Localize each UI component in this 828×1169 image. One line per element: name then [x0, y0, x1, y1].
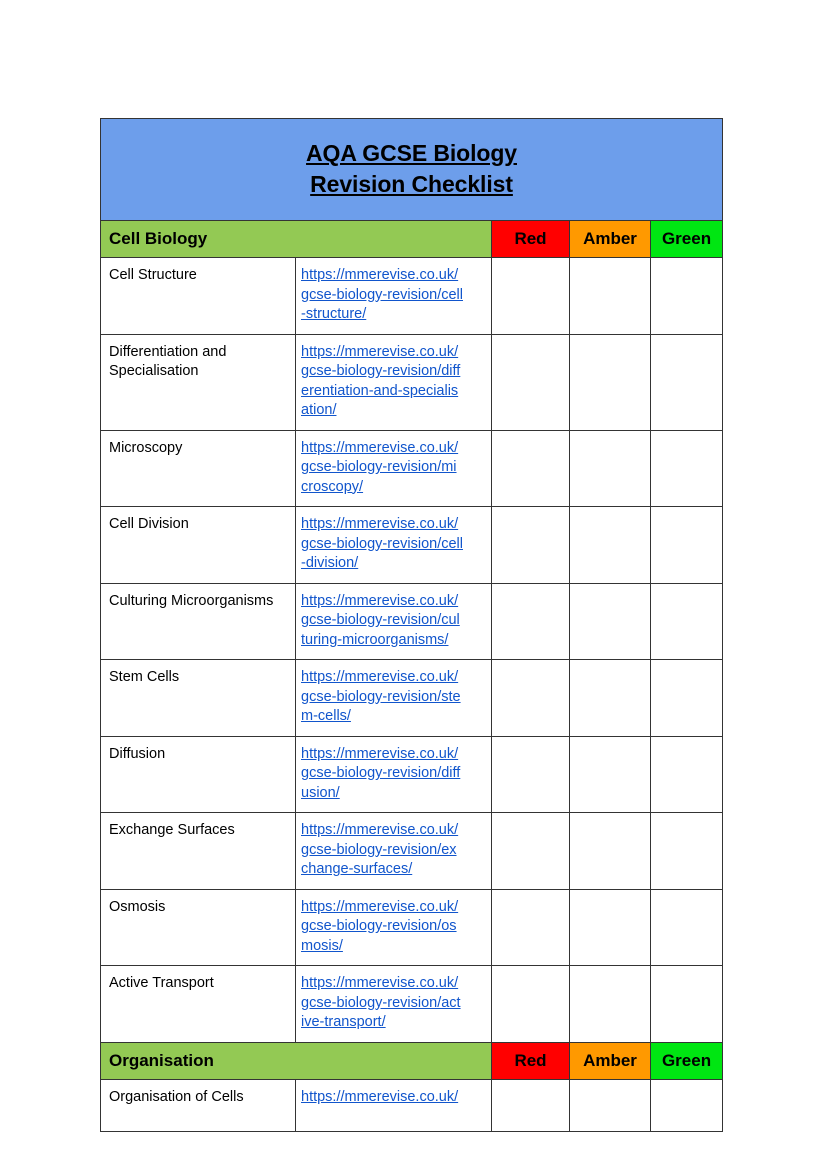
- topic-cell: Differentiation and Specialisation: [101, 334, 296, 430]
- section-title-cell-biology: Cell Biology: [101, 221, 492, 258]
- checklist-row: [101, 430, 723, 507]
- rag-cell-amber[interactable]: [570, 583, 651, 660]
- topic-link-cell[interactable]: [296, 1079, 492, 1131]
- topic-link-cell[interactable]: [296, 507, 492, 584]
- checklist-row: [101, 889, 723, 966]
- topic-link[interactable]: https://mmerevise.co.uk/ gcse-biology-revision/cell -structure/: [301, 267, 463, 322]
- checklist-row: [101, 660, 723, 737]
- rag-cell-amber[interactable]: [570, 334, 651, 430]
- topic-link[interactable]: https://mmerevise.co.uk/ gcse-biology-revision/diff usion/: [301, 745, 461, 801]
- rag-cell-amber[interactable]: [570, 889, 651, 966]
- topic-cell: Stem Cells: [101, 660, 296, 737]
- checklist-row: [101, 583, 723, 660]
- document-title: [101, 119, 723, 221]
- rag-cell-green[interactable]: [651, 507, 723, 584]
- section-header-row: [101, 221, 723, 258]
- rag-cell-green[interactable]: [651, 1079, 723, 1131]
- rag-cell-amber[interactable]: [570, 1079, 651, 1131]
- rag-cell-red[interactable]: [492, 430, 570, 507]
- topic-link[interactable]: https://mmerevise.co.uk/ gcse-biology-revision/mi croscopy/: [301, 439, 459, 495]
- rag-cell-amber[interactable]: [570, 813, 651, 890]
- rag-header-amber: Amber: [570, 221, 651, 258]
- topic-link[interactable]: https://mmerevise.co.uk/ gcse-biology-revision/act ive-transport/: [301, 975, 461, 1030]
- rag-cell-green[interactable]: [651, 430, 723, 507]
- rag-cell-amber[interactable]: [570, 736, 651, 813]
- rag-cell-amber[interactable]: [570, 430, 651, 507]
- topic-link-cell[interactable]: [296, 258, 492, 335]
- rag-cell-amber[interactable]: [570, 660, 651, 737]
- rag-cell-red[interactable]: [492, 813, 570, 890]
- rag-cell-red[interactable]: [492, 736, 570, 813]
- topic-link[interactable]: https://mmerevise.co.uk/: [301, 1088, 459, 1105]
- rag-cell-red[interactable]: [492, 507, 570, 584]
- checklist-row: [101, 507, 723, 584]
- rag-header-red: Red: [492, 221, 570, 258]
- rag-header-amber: Amber: [570, 1042, 651, 1079]
- topic-cell: Microscopy: [101, 430, 296, 507]
- section-title-organisation: Organisation: [101, 1042, 492, 1079]
- rag-cell-green[interactable]: [651, 334, 723, 430]
- topic-link[interactable]: https://mmerevise.co.uk/ gcse-biology-revision/diff erentiation-and-specialis ation/: [301, 343, 461, 418]
- topic-link-cell[interactable]: [296, 430, 492, 507]
- rag-header-green: Green: [651, 1042, 723, 1079]
- rag-cell-red[interactable]: [492, 258, 570, 335]
- checklist-row: [101, 813, 723, 890]
- title-line-1: AQA GCSE Biology: [306, 140, 517, 166]
- topic-cell: Cell Division: [101, 507, 296, 584]
- topic-cell: Cell Structure: [101, 258, 296, 335]
- document-body: [100, 118, 722, 1132]
- topic-link-cell[interactable]: [296, 813, 492, 890]
- rag-cell-red[interactable]: [492, 660, 570, 737]
- topic-link[interactable]: https://mmerevise.co.uk/ gcse-biology-revision/os mosis/: [301, 898, 459, 954]
- topic-link-cell[interactable]: [296, 660, 492, 737]
- checklist-row: [101, 966, 723, 1043]
- rag-cell-green[interactable]: [651, 889, 723, 966]
- topic-link-cell[interactable]: [296, 889, 492, 966]
- topic-link-cell[interactable]: [296, 334, 492, 430]
- checklist-row: [101, 258, 723, 335]
- topic-cell: Active Transport: [101, 966, 296, 1043]
- rag-cell-red[interactable]: [492, 583, 570, 660]
- rag-cell-red[interactable]: [492, 334, 570, 430]
- topic-cell: Organisation of Cells: [101, 1079, 296, 1131]
- rag-cell-red[interactable]: [492, 889, 570, 966]
- rag-cell-amber[interactable]: [570, 507, 651, 584]
- topic-cell: Osmosis: [101, 889, 296, 966]
- rag-cell-amber[interactable]: [570, 258, 651, 335]
- checklist-row: [101, 334, 723, 430]
- topic-link-cell[interactable]: [296, 583, 492, 660]
- title-row: [101, 119, 723, 221]
- topic-link[interactable]: https://mmerevise.co.uk/ gcse-biology-revision/cell -division/: [301, 516, 463, 571]
- topic-link-cell[interactable]: [296, 736, 492, 813]
- topic-cell: Diffusion: [101, 736, 296, 813]
- topic-cell: Exchange Surfaces: [101, 813, 296, 890]
- rag-header-green: Green: [651, 221, 723, 258]
- revision-checklist-table: [100, 118, 723, 1132]
- rag-cell-green[interactable]: [651, 813, 723, 890]
- rag-cell-green[interactable]: [651, 660, 723, 737]
- rag-cell-green[interactable]: [651, 736, 723, 813]
- topic-link-cell[interactable]: [296, 966, 492, 1043]
- topic-link[interactable]: https://mmerevise.co.uk/ gcse-biology-revision/ex change-surfaces/: [301, 822, 459, 877]
- rag-cell-green[interactable]: [651, 258, 723, 335]
- title-line-2: Revision Checklist: [310, 171, 513, 197]
- checklist-row: [101, 1079, 723, 1131]
- checklist-row: [101, 736, 723, 813]
- rag-header-red: Red: [492, 1042, 570, 1079]
- rag-cell-red[interactable]: [492, 1079, 570, 1131]
- rag-cell-amber[interactable]: [570, 966, 651, 1043]
- topic-link[interactable]: https://mmerevise.co.uk/ gcse-biology-revision/cul turing-microorganisms/: [301, 592, 460, 648]
- rag-cell-red[interactable]: [492, 966, 570, 1043]
- section-header-row: [101, 1042, 723, 1079]
- rag-cell-green[interactable]: [651, 966, 723, 1043]
- topic-cell: Culturing Microorganisms: [101, 583, 296, 660]
- checklist-body: [101, 119, 723, 1132]
- rag-cell-green[interactable]: [651, 583, 723, 660]
- topic-link[interactable]: https://mmerevise.co.uk/ gcse-biology-revision/ste m-cells/: [301, 669, 461, 724]
